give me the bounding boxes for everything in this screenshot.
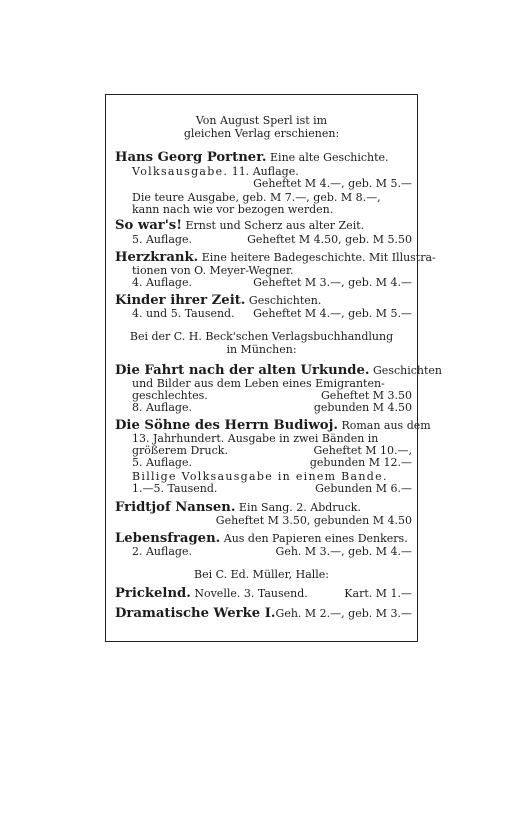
- edition-suffix: 11. Auflage.: [231, 165, 299, 178]
- header-line-2: gleichen Verlag erschienen:: [183, 127, 340, 140]
- entry-lebensfragen-price: Geh. M 3.—, geb. M 4.—: [275, 545, 412, 558]
- entry-fahrt-edition: 8. Auflage.: [132, 401, 192, 414]
- entry-title: Lebensfragen.: [115, 531, 221, 546]
- entry-lebensfragen-edition: 2. Auflage.: [132, 545, 192, 558]
- entry-title: Die Fahrt nach der alten Urkunde.: [115, 363, 370, 378]
- advertisement-box: [105, 94, 442, 642]
- entry-portner: [115, 151, 389, 165]
- header-line-1: Von August Sperl ist im: [195, 114, 328, 127]
- entry-subtitle: Eine heitere Badegeschichte. Mit Illustra-: [201, 251, 436, 264]
- entry-title: Kinder ihrer Zeit.: [115, 293, 246, 308]
- entry-budiwoj-volks-edition: 1.—5. Tausend.: [132, 482, 218, 495]
- entry-subtitle: Geschichten: [373, 364, 442, 377]
- entry-dramatische-price: Geh. M 2.—, geb. M 3.—: [275, 607, 412, 620]
- entry-budiwoj-price-gebunden: gebunden M 12.—: [309, 456, 412, 469]
- publisher-beck-line-1: Bei der C. H. Beck'schen Verlagsbuchhandlung: [129, 330, 394, 343]
- entry-portner-teure: Die teure Ausgabe, geb. M 7.—, geb. M 8.—,: [132, 191, 381, 204]
- entry-prickelnd-price: Kart. M 1.—: [344, 587, 412, 600]
- entry-budiwoj-volksausgabe: Billige Volksausgabe in einem Bande.: [132, 470, 388, 483]
- entry-fahrt-line3: geschlechtes.: [132, 389, 208, 402]
- entry-subtitle: Aus den Papieren eines Denkers.: [223, 532, 408, 545]
- entry-kinder-price: Geheftet M 4.—, geb. M 5.—: [253, 307, 412, 320]
- entry-title: Die Söhne des Herrn Budiwoj.: [115, 418, 338, 433]
- entry-title: Herzkrank.: [115, 250, 199, 265]
- entry-sowars: [115, 219, 364, 233]
- entry-herzkrank-line2: tionen von O. Meyer-Wegner.: [132, 264, 294, 277]
- entry-kinder: [115, 294, 321, 308]
- entry-subtitle: Ernst und Scherz aus alter Zeit.: [185, 219, 365, 232]
- entry-portner-price: Geheftet M 4.—, geb. M 5.—: [253, 177, 412, 190]
- entry-budiwoj-volks-price: Gebunden M 6.—: [315, 482, 412, 495]
- entry-budiwoj-price-geheftet: Geheftet M 10.—,: [313, 444, 412, 457]
- entry-title: Dramatische Werke I.: [115, 606, 276, 621]
- entry-kinder-edition: 4. und 5. Tausend.: [132, 307, 235, 320]
- entry-nansen-price: Geheftet M 3.50, gebunden M 4.50: [215, 514, 412, 527]
- publisher-mueller-line: Bei C. Ed. Müller, Halle:: [193, 568, 330, 581]
- entry-subtitle: Eine alte Geschichte.: [270, 151, 389, 164]
- entry-fahrt-price-geheftet: Geheftet M 3.50: [320, 389, 412, 402]
- entry-fahrt-price-gebunden: gebunden M 4.50: [313, 401, 412, 414]
- entry-subtitle: Ein Sang. 2. Abdruck.: [238, 501, 361, 514]
- entry-budiwoj-line3: größerem Druck.: [132, 444, 228, 457]
- entry-budiwoj: [115, 419, 431, 433]
- entry-sowars-edition: 5. Auflage.: [132, 233, 192, 246]
- entry-title: Hans Georg Portner.: [115, 150, 267, 165]
- entry-sowars-price: Geheftet M 4.50, geb. M 5.50: [247, 233, 412, 246]
- entry-subtitle: Novelle. 3. Tausend.: [194, 587, 308, 600]
- entry-title: So war's!: [115, 218, 183, 233]
- edition-label: Volksausgabe.: [132, 165, 229, 178]
- entry-prickelnd: [115, 587, 308, 601]
- entry-subtitle: Geschichten.: [248, 294, 322, 307]
- entry-subtitle: Roman aus dem: [341, 419, 431, 432]
- entry-fahrt: [115, 364, 442, 378]
- entry-lebensfragen: [115, 532, 408, 546]
- entry-herzkrank-price: Geheftet M 3.—, geb. M 4.—: [253, 276, 412, 289]
- entry-dramatische: [115, 607, 276, 621]
- entry-title: Fridtjof Nansen.: [115, 500, 236, 515]
- entry-budiwoj-line2: 13. Jahrhundert. Ausgabe in zwei Bänden in: [132, 432, 379, 445]
- entry-fahrt-line2: und Bilder aus dem Leben eines Emigranten-: [132, 377, 385, 390]
- entry-budiwoj-edition: 5. Auflage.: [132, 456, 192, 469]
- entry-herzkrank-edition: 4. Auflage.: [132, 276, 192, 289]
- entry-portner-kann: kann nach wie vor bezogen werden.: [132, 203, 334, 216]
- entry-title: Prickelnd.: [115, 586, 191, 601]
- entry-nansen: [115, 501, 361, 515]
- entry-herzkrank: [115, 251, 436, 265]
- publisher-beck-line-2: in München:: [226, 343, 297, 356]
